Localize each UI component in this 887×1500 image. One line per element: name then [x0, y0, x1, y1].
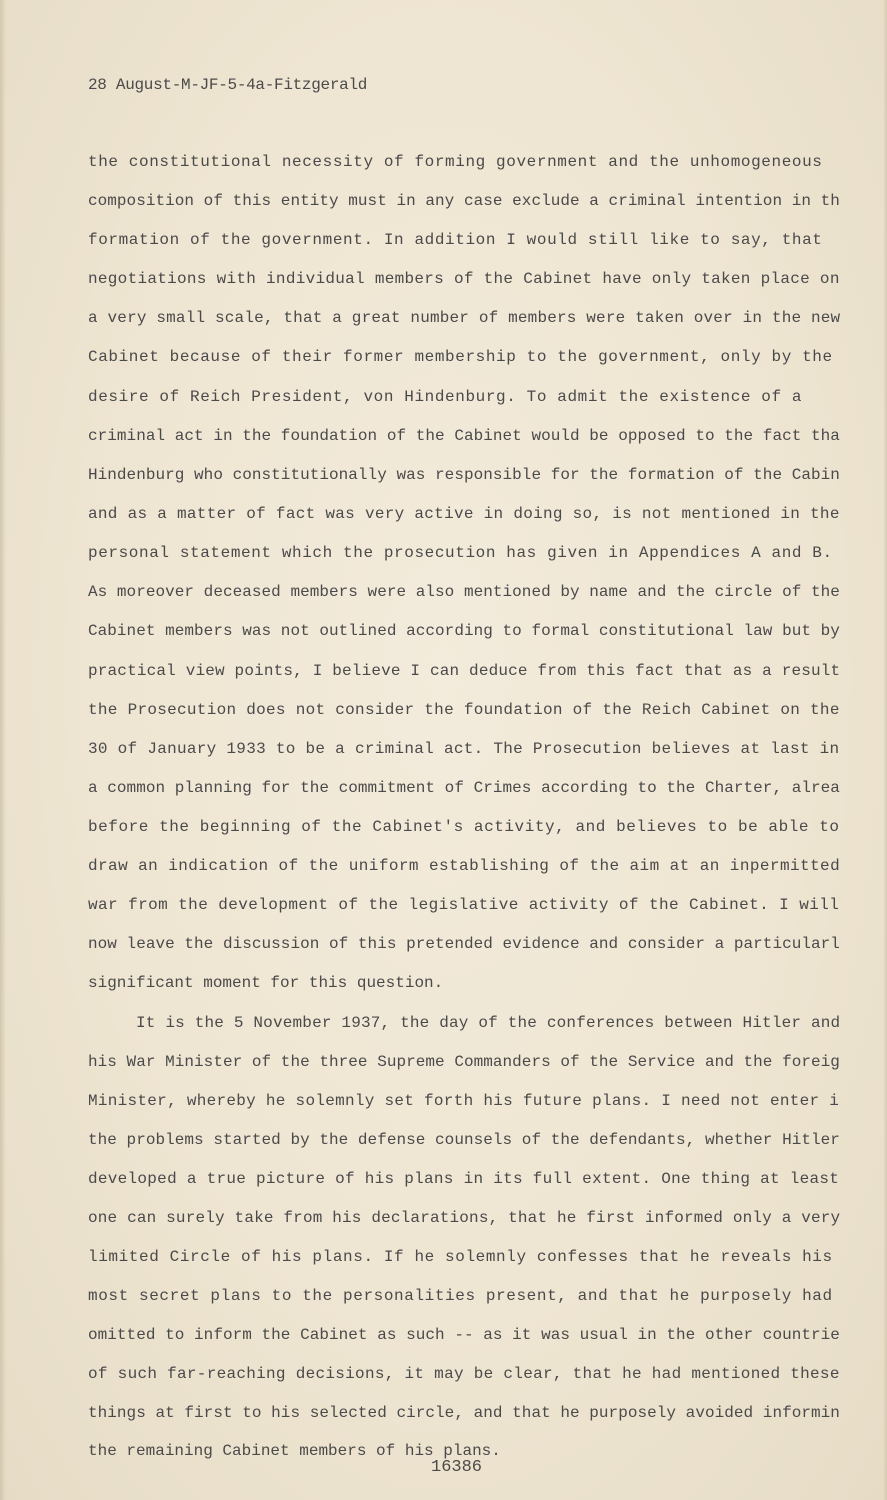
text-line: personal statement which the prosecution has given in Appendices A and B.	[88, 544, 833, 562]
text-line: Cabinet because of their former membership to the government, only by the	[88, 348, 833, 366]
text-line: omitted to inform the Cabinet as such -- as it was usual in the other countrie	[88, 1326, 840, 1344]
text-line: desire of Reich President, von Hindenburg. To admit the existence of a	[88, 388, 803, 406]
text-line: Hindenburg who constitutionally was responsible for the formation of the Cabin	[88, 466, 840, 484]
page-number: 16386	[431, 1458, 483, 1477]
text-line: developed a true picture of his plans in its full extent. One thing at least	[88, 1170, 840, 1188]
text-line: negotiations with individual members of the Cabinet have only taken place on	[88, 270, 840, 288]
text-line: practical view points, I believe I can deduce from this fact that as a result	[88, 662, 841, 680]
text-line: before the beginning of the Cabinet's activity, and believes to be able to	[88, 818, 840, 836]
text-line: formation of the government. In addition I would still like to say, that	[88, 231, 823, 249]
text-line: a very small scale, that a great number of members were taken over in the new	[88, 309, 841, 327]
text-line: one can surely take from his declarations, that he first informed only a very	[88, 1209, 841, 1227]
text-line: the problems started by the defense counsels of the defendants, whether Hitler	[88, 1131, 840, 1149]
text-line: As moreover deceased members were also mentioned by name and the circle of the	[88, 583, 840, 601]
text-line: now leave the discussion of this pretended evidence and consider a particularl	[88, 935, 840, 953]
text-line: limited Circle of his plans. If he solemnly confesses that he reveals his	[88, 1248, 833, 1266]
text-line: 30 of January 1933 to be a criminal act. The Prosecution believes at last in	[88, 740, 840, 758]
text-line: war from the development of the legislative activity of the Cabinet. I will	[88, 896, 840, 914]
text-line: Minister, whereby he solemnly set forth his future plans. I need not enter i	[88, 1092, 840, 1110]
text-line: Cabinet members was not outlined according to formal constitutional law but by	[88, 622, 840, 640]
text-line: significant moment for this question.	[88, 974, 444, 992]
paragraph-start-line: It is the 5 November 1937, the day of the conferences between Hitler and	[136, 1014, 841, 1032]
page-header: 28 August-M-JF-5-4a-Fitzgerald	[88, 76, 368, 94]
text-line: a common planning for the commitment of Crimes according to the Charter, alrea	[88, 779, 840, 797]
text-line: the Prosecution does not consider the foundation of the Reich Cabinet on the	[88, 701, 840, 719]
text-line: composition of this entity must in any case exclude a criminal intention in th	[88, 192, 840, 210]
text-line: and as a matter of fact was very active in doing so, is not mentioned in the	[88, 505, 840, 523]
text-line: draw an indication of the uniform establishing of the aim at an inpermitted	[88, 857, 841, 875]
text-line: things at first to his selected circle, and that he purposely avoided informin	[88, 1404, 840, 1422]
text-line: the remaining Cabinet members of his plans.	[88, 1442, 501, 1460]
text-line: of such far-reaching decisions, it may be clear, that he had mentioned these	[88, 1365, 840, 1383]
text-line: the constitutional necessity of forming government and the unhomogeneous	[88, 153, 823, 171]
text-line: most secret plans to the personalities present, and that he purposely had	[88, 1287, 833, 1305]
text-line: his War Minister of the three Supreme Commanders of the Service and the foreig	[88, 1053, 840, 1071]
text-line: criminal act in the foundation of the Cabinet would be opposed to the fact tha	[88, 427, 840, 445]
